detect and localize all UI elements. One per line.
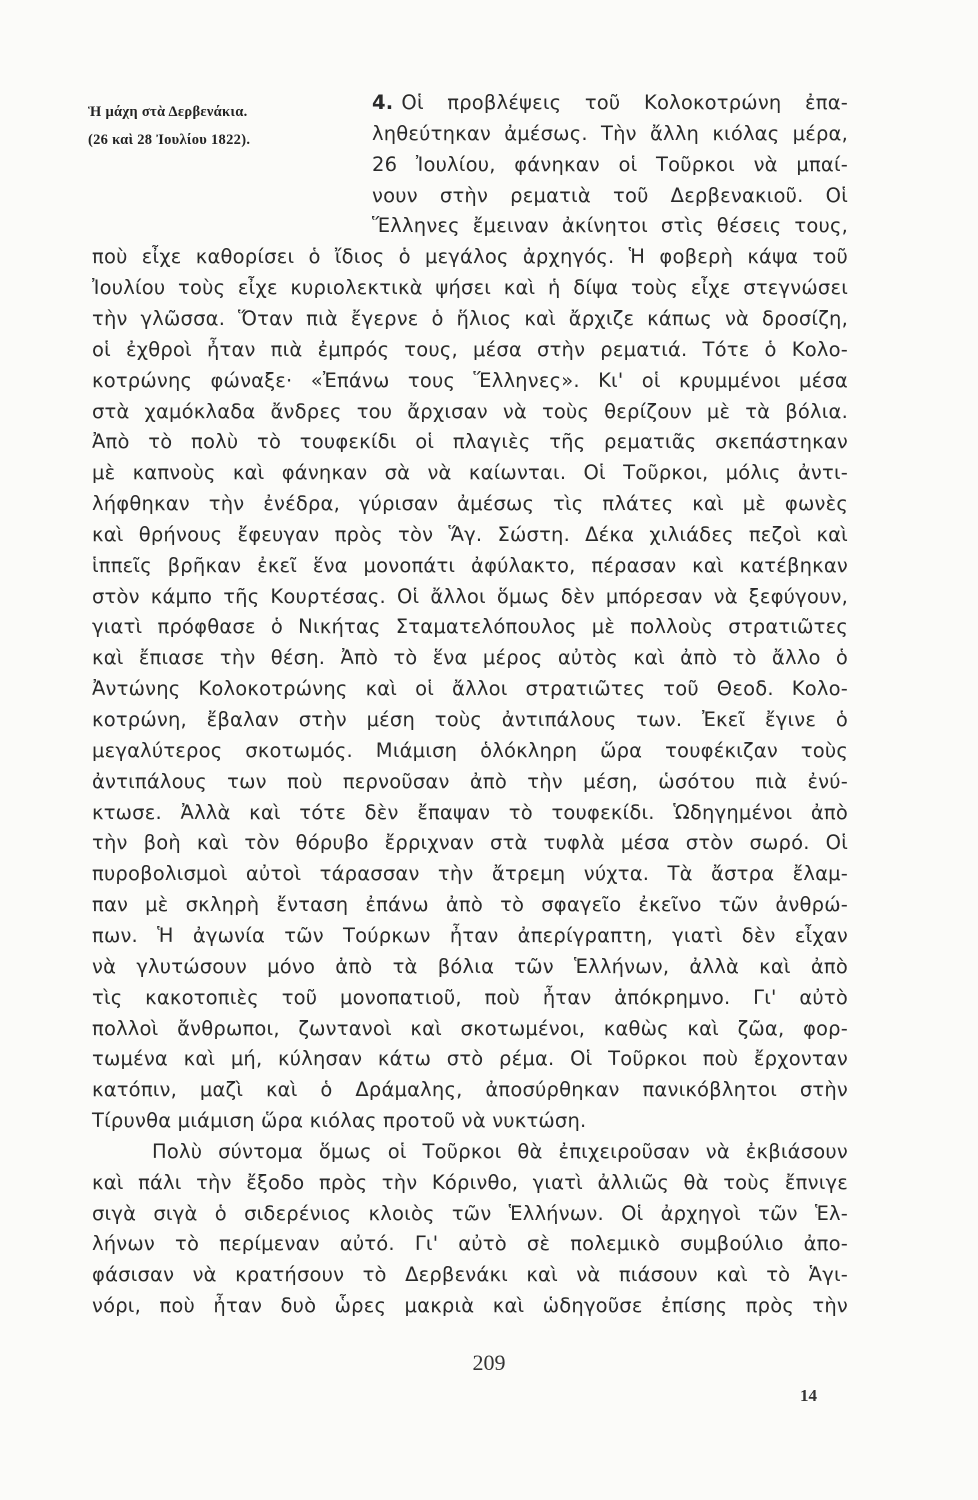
signature-mark: 14 (800, 1386, 817, 1405)
margin-note (88, 98, 358, 154)
text-line-content: μεγαλύτερος σκοτωμός. Μιάμιση ὁλόκληρη ὥρα τουφέκιζαν τοὺς (92, 738, 848, 762)
text-line (92, 1106, 586, 1136)
text-line (92, 1168, 848, 1198)
text-line (92, 921, 848, 951)
text-line-content: κοτρώνης φώναξε· «Ἐπάνω τους Ἕλληνες». Κι' οἱ κρυμμένοι μέσα (92, 368, 848, 392)
text-line-content: Ἕλληνες ἔμειναν ἀκίνητοι στὶς θέσεις τους, (372, 214, 848, 238)
text-line-content: 26 Ἰουλίου, φάνηκαν οἱ Τοῦρκοι νὰ μπαί- (372, 152, 848, 176)
text-line (92, 489, 848, 519)
text-line (92, 520, 848, 550)
text-line (92, 828, 848, 858)
text-line (92, 952, 848, 982)
text-line-content: καὶ πάλι τὴν ἔξοδο πρὸς τὴν Κόρινθο, γιατὶ ἀλλιῶς θὰ τοὺς ἔπνιγε (92, 1170, 848, 1194)
text-line-content: ληθεύτηκαν ἀμέσως. Τὴν ἄλλη κιόλας μέρα, (372, 121, 848, 145)
page-number: 209 (472, 1350, 506, 1375)
text-line (92, 551, 848, 581)
text-line-content: φάσισαν νὰ κρατήσουν τὸ Δερβενάκι καὶ νὰ πιάσουν καὶ τὸ Ἁγι- (92, 1263, 848, 1287)
text-line (92, 983, 848, 1013)
text-line-content: Πολὺ σύντομα ὅμως οἱ Τοῦρκοι θὰ ἐπιχειροῦσαν νὰ ἐκβιάσουν (152, 1139, 848, 1163)
text-line (372, 88, 848, 118)
text-line (92, 674, 848, 704)
text-line-content: Ἀντώνης Κολοκοτρώνης καὶ οἱ ἄλλοι στρατιῶτες τοῦ Θεοδ. Κολο- (92, 677, 848, 701)
text-line (92, 736, 848, 766)
text-line-content: πολλοὶ ἄνθρωποι, ζωντανοὶ καὶ σκοτωμένοι, καθὼς καὶ ζῶα, φορ- (92, 1016, 848, 1040)
text-line (92, 890, 848, 920)
text-line-content: Οἱ προβλέψεις τοῦ Κολοκοτρώνη ἐπα- (401, 91, 848, 114)
text-line-content: σιγὰ σιγὰ ὁ σιδερένιος κλοιὸς τῶν Ἑλλήνων. Οἱ ἀρχηγοὶ τῶν Ἑλ- (92, 1201, 848, 1225)
text-line-content: νόρι, ποὺ ἦταν δυὸ ὧρες μακριὰ καὶ ὡδηγοῦσε ἐπίσης πρὸς τὴν (92, 1294, 848, 1318)
text-line (372, 211, 848, 241)
text-line (92, 643, 848, 673)
text-line-content: Ἀπὸ τὸ πολὺ τὸ τουφεκίδι οἱ πλαγιὲς τῆς ρεματιᾶς σκεπάστηκαν (92, 430, 848, 454)
text-line (92, 582, 848, 612)
text-line (92, 1291, 848, 1321)
text-line (92, 1044, 848, 1074)
text-line-content: παν μὲ σκληρὴ ἔνταση ἐπάνω ἀπὸ τὸ σφαγεῖο ἐκεῖνο τῶν ἀνθρώ- (92, 893, 848, 917)
text-line (92, 1260, 848, 1290)
text-line-content: μὲ καπνοὺς καὶ φάνηκαν σὰ νὰ καίωνται. Οἱ Τοῦρκοι, μόλις ἀντι- (92, 461, 848, 485)
text-line-content: λήφθηκαν τὴν ἐνέδρα, γύρισαν ἀμέσως τὶς πλάτες καὶ μὲ φωνὲς (92, 492, 848, 516)
text-line-content: ποὺ εἶχε καθορίσει ὁ ἴδιος ὁ μεγάλος ἀρχηγός. Ἡ φοβερὴ κάψα τοῦ (92, 245, 848, 269)
text-line (372, 119, 848, 149)
text-line-content: λήνων τὸ περίμεναν αὐτό. Γι' αὐτὸ σὲ πολεμικὸ συμβούλιο ἀπο- (92, 1232, 848, 1256)
text-line (92, 273, 848, 303)
text-line-content: Τίρυνθα μιάμιση ὥρα κιόλας προτοῦ νὰ νυκτώση. (92, 1109, 587, 1133)
text-line-content: πων. Ἡ ἀγωνία τῶν Τούρκων ἦταν ἀπερίγραπτη, γιατὶ δὲν εἶχαν (92, 923, 848, 947)
text-line (372, 150, 848, 180)
text-line (92, 304, 848, 334)
text-line-content: τὴν βοὴ καὶ τὸν θόρυβο ἔρριχναν στὰ τυφλὰ μέσα στὸν σωρό. Οἱ (92, 831, 848, 855)
text-line-content: τὴν γλῶσσα. Ὅταν πιὰ ἔγερνε ὁ ἥλιος καὶ ἄρχιζε κάπως νὰ δροσίζη, (92, 306, 848, 330)
text-line-content: κατόπιν, μαζὶ καὶ ὁ Δράμαλης, ἀποσύρθηκαν πανικόβλητοι στὴν (92, 1078, 848, 1102)
text-line (92, 767, 848, 797)
text-line-content: Ἰουλίου τοὺς εἶχε κυριολεκτικὰ ψήσει καὶ ἡ δίψα τοὺς εἶχε στεγνώσει (92, 276, 848, 300)
text-line-content: καὶ ἔπιασε τὴν θέση. Ἀπὸ τὸ ἕνα μέρος αὐτὸς καὶ ἀπὸ τὸ ἄλλο ὁ (92, 646, 848, 670)
text-line (92, 612, 848, 642)
text-line-content: τωμένα καὶ μή, κύλησαν κάτω στὸ ρέμα. Οἱ Τοῦρκοι ποὺ ἔρχονταν (92, 1047, 848, 1071)
text-line (92, 242, 848, 272)
text-line-content: στὸν κάμπο τῆς Κουρτέσας. Οἱ ἄλλοι ὅμως δὲν μπόρεσαν νὰ ξεφύγουν, (92, 584, 848, 608)
text-line (92, 859, 848, 889)
text-line-content: νὰ γλυτώσουν μόνο ἀπὸ τὰ βόλια τῶν Ἑλλήνων, ἀλλὰ καὶ ἀπὸ (92, 954, 848, 978)
text-line (92, 1229, 848, 1259)
text-line (92, 335, 848, 365)
text-line-content: στὰ χαμόκλαδα ἄνδρες του ἄρχισαν νὰ τοὺς θερίζουν μὲ τὰ βόλια. (92, 399, 848, 423)
text-line-content: καὶ θρήνους ἔφευγαν πρὸς τὸν Ἅγ. Σώστη. Δέκα χιλιάδες πεζοὶ καὶ (92, 522, 848, 546)
text-line (92, 1199, 848, 1229)
text-line-content: πυροβολισμοὶ αὐτοὶ τάρασσαν τὴν ἄτρεμη νύχτα. Τὰ ἄστρα ἔλαμ- (92, 862, 848, 886)
text-line-content: νουν στὴν ρεματιὰ τοῦ Δερβενακιοῦ. Οἱ (372, 183, 848, 207)
text-line (92, 1014, 848, 1044)
margin-note-title: Ἡ μάχη στὰ Δερβενάκια. (88, 104, 248, 120)
text-line-content: τὶς κακοτοπιὲς τοῦ μονοπατιοῦ, ποὺ ἦταν ἀπόκρημνο. Γι' αὐτὸ (92, 985, 848, 1009)
text-line-content: κτωσε. Ἀλλὰ καὶ τότε δὲν ἔπαψαν τὸ τουφεκίδι. Ὡδηγημένοι ἀπὸ (92, 800, 848, 824)
text-line-content: οἱ ἐχθροὶ ἦταν πιὰ ἐμπρός τους, μέσα στὴν ρεματιά. Τότε ὁ Κολο- (92, 337, 848, 361)
text-line (92, 798, 848, 828)
text-line-content: γιατὶ πρόφθασε ὁ Νικήτας Σταματελόπουλος μὲ πολλοὺς στρατιῶτες (92, 615, 848, 639)
text-line (152, 1137, 848, 1167)
text-line-content: ἱππεῖς βρῆκαν ἐκεῖ ἕνα μονοπάτι ἀφύλακτο, πέρασαν καὶ κατέβηκαν (92, 553, 848, 577)
margin-note-dates: (26 καὶ 28 Ἰουλίου 1822). (88, 132, 251, 148)
text-line (372, 181, 848, 211)
text-line-content: κοτρώνη, ἔβαλαν στὴν μέση τοὺς ἀντιπάλους των. Ἐκεῖ ἔγινε ὁ (92, 708, 848, 731)
text-line (92, 366, 848, 396)
text-line (92, 458, 848, 488)
text-line (92, 705, 848, 735)
section-number: 4. (372, 91, 394, 114)
text-line (92, 1075, 848, 1105)
text-line-content: ἀντιπάλους των ποὺ περνοῦσαν ἀπὸ τὴν μέση, ὡσότου πιὰ ἐνύ- (92, 769, 848, 793)
text-line (92, 427, 848, 457)
text-line (92, 397, 848, 427)
